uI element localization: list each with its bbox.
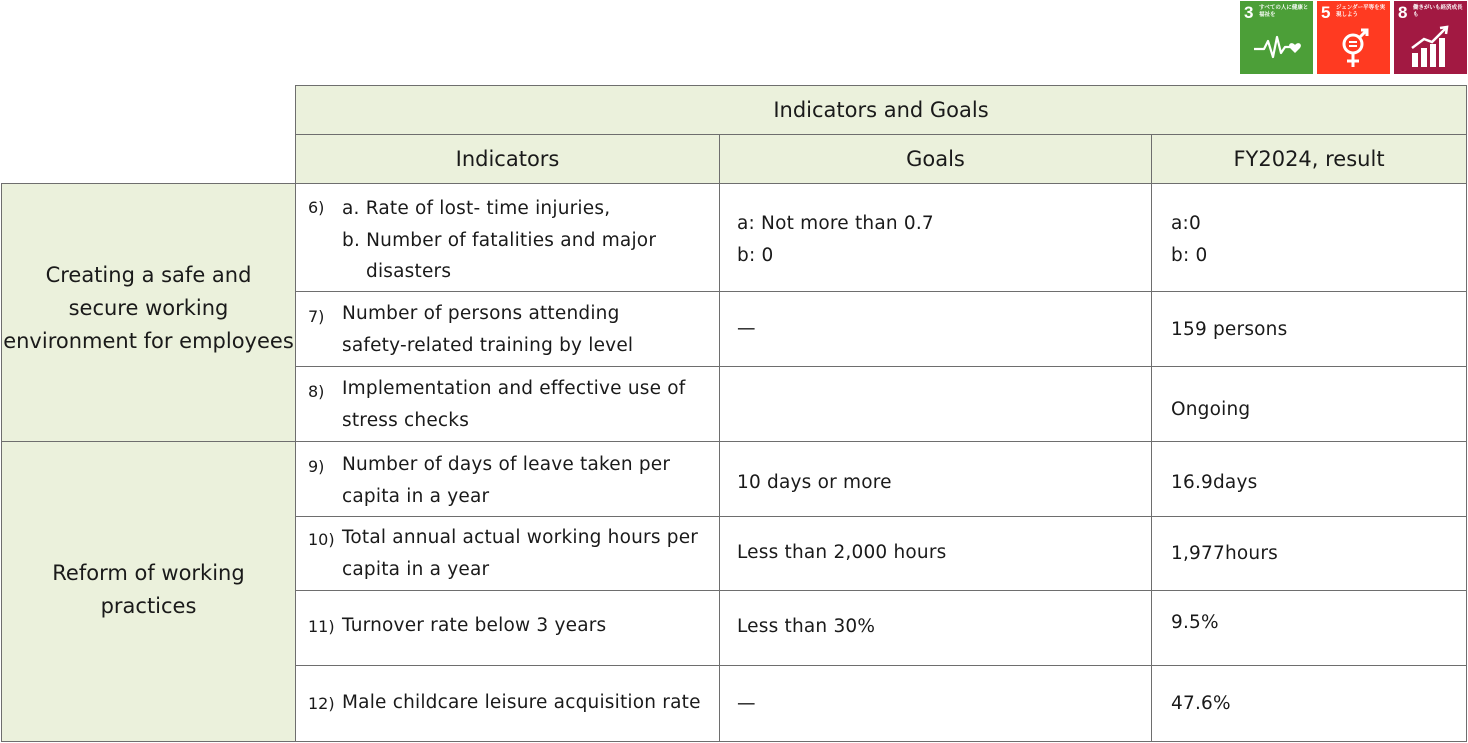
- indicator-line: Male childcare leisure acquisition rate: [342, 692, 701, 713]
- goal-line: b: 0: [737, 245, 774, 266]
- indicator-line: Turnover rate below 3 years: [342, 615, 607, 636]
- category-line: practices: [100, 593, 197, 618]
- indicator-line: a. Rate of lost- time injuries,: [342, 198, 611, 219]
- table-row-9-goal: [719, 441, 1152, 517]
- sdg-goal-5-badge: [1317, 1, 1390, 74]
- sdg-label: ジェンダー平等を実現しよう: [1336, 5, 1386, 18]
- result-line: 16.9days: [1171, 472, 1258, 493]
- result-line: 47.6%: [1171, 693, 1231, 714]
- table-row-11-indicator: [295, 590, 720, 666]
- category-reform-working-practices: [1, 441, 296, 742]
- result-line: b: 0: [1171, 245, 1208, 266]
- table-row-7-goal: [719, 291, 1152, 367]
- sdg-label: すべての人に健康と福祉を: [1259, 5, 1309, 18]
- sdg-number: 8: [1398, 3, 1408, 22]
- result-line: 1,977hours: [1171, 543, 1278, 564]
- indicator-line: disasters: [366, 261, 452, 282]
- result-line: 9.5%: [1171, 612, 1219, 633]
- category-line: secure working: [68, 296, 229, 320]
- row-number: 11): [308, 617, 335, 636]
- column-header-result: FY2024, result: [1151, 134, 1467, 184]
- goal-line: 10 days or more: [737, 472, 892, 493]
- category-line: Reform of working: [52, 560, 245, 585]
- row-number: 7): [308, 307, 325, 326]
- result-line: a:0: [1171, 213, 1201, 234]
- indicator-line: Total annual actual working hours per: [342, 527, 699, 548]
- sdg-goal-8-badge: [1394, 1, 1467, 74]
- result-line: Ongoing: [1171, 399, 1251, 420]
- table-row-6-indicator: [295, 183, 720, 292]
- table-row-12-goal: [719, 665, 1152, 742]
- column-header-indicators: Indicators: [295, 134, 720, 184]
- row-number: 9): [308, 457, 325, 476]
- table-row-10-goal: [719, 516, 1152, 591]
- indicator-line: capita in a year: [342, 486, 490, 507]
- indicator-line: Number of persons attending: [342, 303, 620, 324]
- sdg-goal-3-badge: [1240, 1, 1313, 74]
- goal-line: —: [737, 693, 756, 714]
- sdg-label: 働きがいも経済成長も: [1413, 5, 1463, 18]
- goal-line: a: Not more than 0.7: [737, 213, 934, 234]
- growth-chart-icon: [1394, 1, 1467, 74]
- indicator-line: Number of days of leave taken per: [342, 454, 671, 475]
- row-number: 10): [308, 530, 335, 549]
- table-row-6-goal: [719, 183, 1152, 292]
- table-row-9-indicator: [295, 441, 720, 517]
- table-row-8-goal: [719, 366, 1152, 442]
- table-title: Indicators and Goals: [295, 85, 1467, 135]
- heartbeat-icon: [1240, 1, 1313, 74]
- table-row-11-goal: [719, 590, 1152, 666]
- table-row-8-result: [1151, 366, 1467, 442]
- sdg-number: 5: [1321, 3, 1331, 22]
- goal-line: Less than 30%: [737, 616, 876, 637]
- goal-line: Less than 2,000 hours: [737, 542, 947, 563]
- category-line: Creating a safe and: [45, 263, 252, 287]
- gender-equality-icon: [1317, 1, 1390, 74]
- table-row-7-result: [1151, 291, 1467, 367]
- sdg-number: 3: [1244, 3, 1254, 22]
- table-row-12-result: [1151, 665, 1467, 742]
- row-number: 8): [308, 382, 325, 401]
- goal-line: —: [737, 318, 756, 339]
- table-row-6-result: [1151, 183, 1467, 292]
- table-row-7-indicator: [295, 291, 720, 367]
- indicator-line: stress checks: [342, 410, 470, 431]
- row-number: 12): [308, 694, 335, 713]
- column-header-goals: Goals: [719, 134, 1152, 184]
- indicator-line: b. Number of fatalities and major: [342, 230, 657, 251]
- category-line: environment for employees: [3, 329, 294, 353]
- table-row-12-indicator: [295, 665, 720, 742]
- indicator-line: safety-related training by level: [342, 335, 634, 356]
- table-row-8-indicator: [295, 366, 720, 442]
- indicator-line: Implementation and effective use of: [342, 378, 686, 399]
- table-row-9-result: [1151, 441, 1467, 517]
- table-row-10-indicator: [295, 516, 720, 591]
- category-safe-working-environment: [1, 183, 296, 442]
- row-number: 6): [308, 198, 325, 217]
- table-row-10-result: [1151, 516, 1467, 591]
- indicator-line: capita in a year: [342, 559, 490, 580]
- table-row-11-result: [1151, 590, 1467, 666]
- result-line: 159 persons: [1171, 319, 1288, 340]
